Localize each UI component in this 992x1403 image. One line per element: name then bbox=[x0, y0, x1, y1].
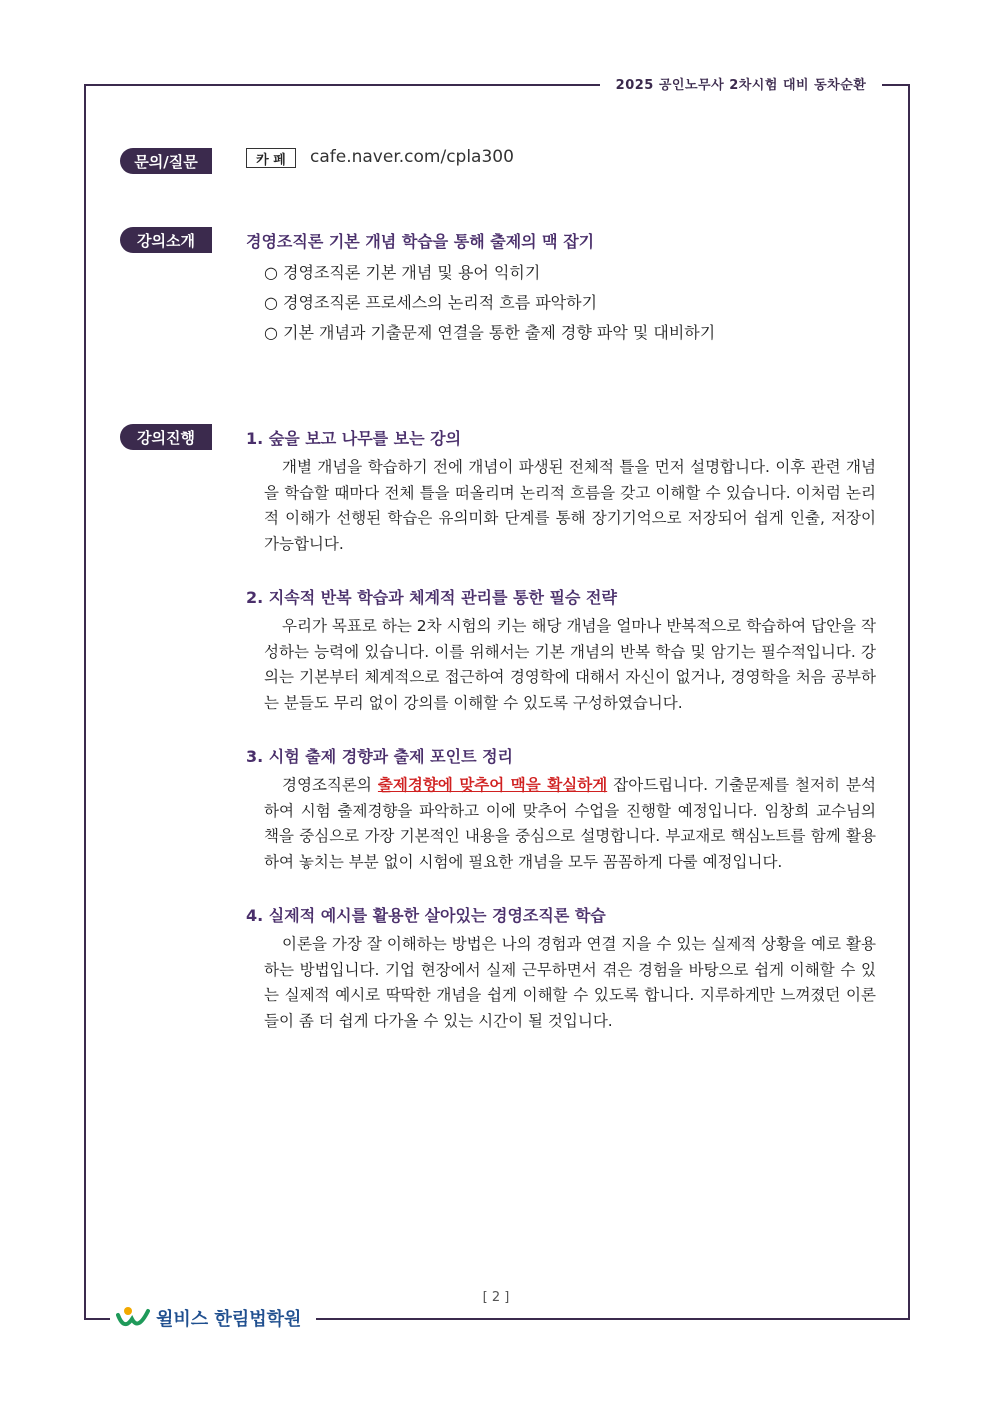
logo-text: 윌비스 한림법학원 bbox=[156, 1309, 302, 1330]
section-title: 3. 시험 출제 경향과 출제 포인트 정리 bbox=[246, 747, 514, 766]
section-title: 1. 숲을 보고 나무를 보는 강의 bbox=[246, 429, 462, 448]
section-title: 2. 지속적 반복 학습과 체계적 관리를 통한 필승 전략 bbox=[246, 588, 617, 607]
intro-title: 경영조직론 기본 개념 학습을 통해 출제의 맥 잡기 bbox=[246, 232, 595, 251]
intro-list bbox=[264, 258, 715, 348]
cafe-label: 카 페 bbox=[246, 148, 296, 168]
section-body bbox=[264, 773, 876, 875]
willbes-logo-icon bbox=[116, 1305, 150, 1331]
body-text-pre: 경영조직론의 bbox=[282, 776, 378, 794]
frame-right-line bbox=[908, 84, 910, 1320]
page-number: [ 2 ] bbox=[482, 1290, 510, 1305]
frame-bottom-line-right bbox=[316, 1318, 910, 1320]
section-body: 우리가 목표로 하는 2차 시험의 키는 해당 개념을 얼마나 반복적으로 학습하여 답안을 작성하는 능력에 있습니다. 이를 위해서는 기본 개념의 반복 학습 및 암기는 필수적입니다. 강의는 기본부터 체계적으로 접근하여 경영학에 대해서 자신이 없거나, 경영학을 처음 공부하는 분들도 무리 없이 강의를 이해할 수 있도록 구성하였습니다. bbox=[264, 617, 876, 712]
intro-item: ○ 경영조직론 기본 개념 및 용어 익히기 bbox=[264, 263, 541, 282]
frame-bottom-line-left bbox=[84, 1318, 110, 1320]
progress-section-3 bbox=[246, 744, 876, 875]
progress-section-2 bbox=[246, 585, 876, 716]
section-body: 개별 개념을 학습하기 전에 개념이 파생된 전체적 틀을 먼저 설명합니다. 이후 관련 개념을 학습할 때마다 전체 틀을 떠올리며 논리적 흐름을 갖고 이해할 수 있습니다. 이처럼 논리적 이해가 선행된 학습은 유의미화 단계를 통해 장기기억으로 저장되어 쉽게 인출, 저장이 가능합니다. bbox=[264, 458, 876, 553]
progress-section-4 bbox=[246, 903, 876, 1034]
frame-left-line bbox=[84, 84, 86, 1320]
intro-badge: 강의소개 bbox=[120, 227, 212, 253]
progress-section-1 bbox=[246, 426, 876, 557]
inquiry-badge: 문의/질문 bbox=[120, 148, 212, 174]
header-title: 2025 공인노무사 2차시험 대비 동차순환 bbox=[615, 78, 867, 93]
section-body: 이론을 가장 잘 이해하는 방법은 나의 경험과 연결 지을 수 있는 실제적 상황을 예로 활용하는 방법입니다. 기업 현장에서 실제 근무하면서 겪은 경험을 바탕으로 쉽게 이해할 수 있는 실제적 예시로 딱딱한 개념을 쉽게 이해할 수 있도록 합니다. 지루하게만 느껴졌던 이론들이 좀 더 쉽게 다가올 수 있는 시간이 될 것입니다. bbox=[264, 935, 876, 1030]
section-title: 4. 실제적 예시를 활용한 살아있는 경영조직론 학습 bbox=[246, 906, 606, 925]
footer-logo bbox=[116, 1305, 301, 1331]
frame-top-line-left bbox=[84, 84, 600, 86]
frame-top-line-right bbox=[882, 84, 910, 86]
intro-item: ○ 경영조직론 프로세스의 논리적 흐름 파악하기 bbox=[264, 293, 598, 312]
body-text-post: 잡아드립니다. 기출문제를 철저히 분석하여 시험 출제경향을 파악하고 이에 맞추어 수업을 진행할 예정입니다. 임창희 교수님의 책을 중심으로 가장 기본적인 내용을 중심으로 설명합니다. 부교재로 핵심노트를 함께 활용하여 놓치는 부분 없이 시험에 필요한 개념을 모두 꼼꼼하게 다룰 예정입니다. bbox=[264, 776, 876, 871]
cafe-url-link[interactable]: cafe.naver.com/cpla300 bbox=[310, 147, 514, 167]
progress-badge: 강의진행 bbox=[120, 424, 212, 450]
intro-item: ○ 기본 개념과 기출문제 연결을 통한 출제 경향 파악 및 대비하기 bbox=[264, 323, 716, 342]
body-highlight: 출제경향에 맞추어 맥을 확실하게 bbox=[377, 776, 608, 794]
